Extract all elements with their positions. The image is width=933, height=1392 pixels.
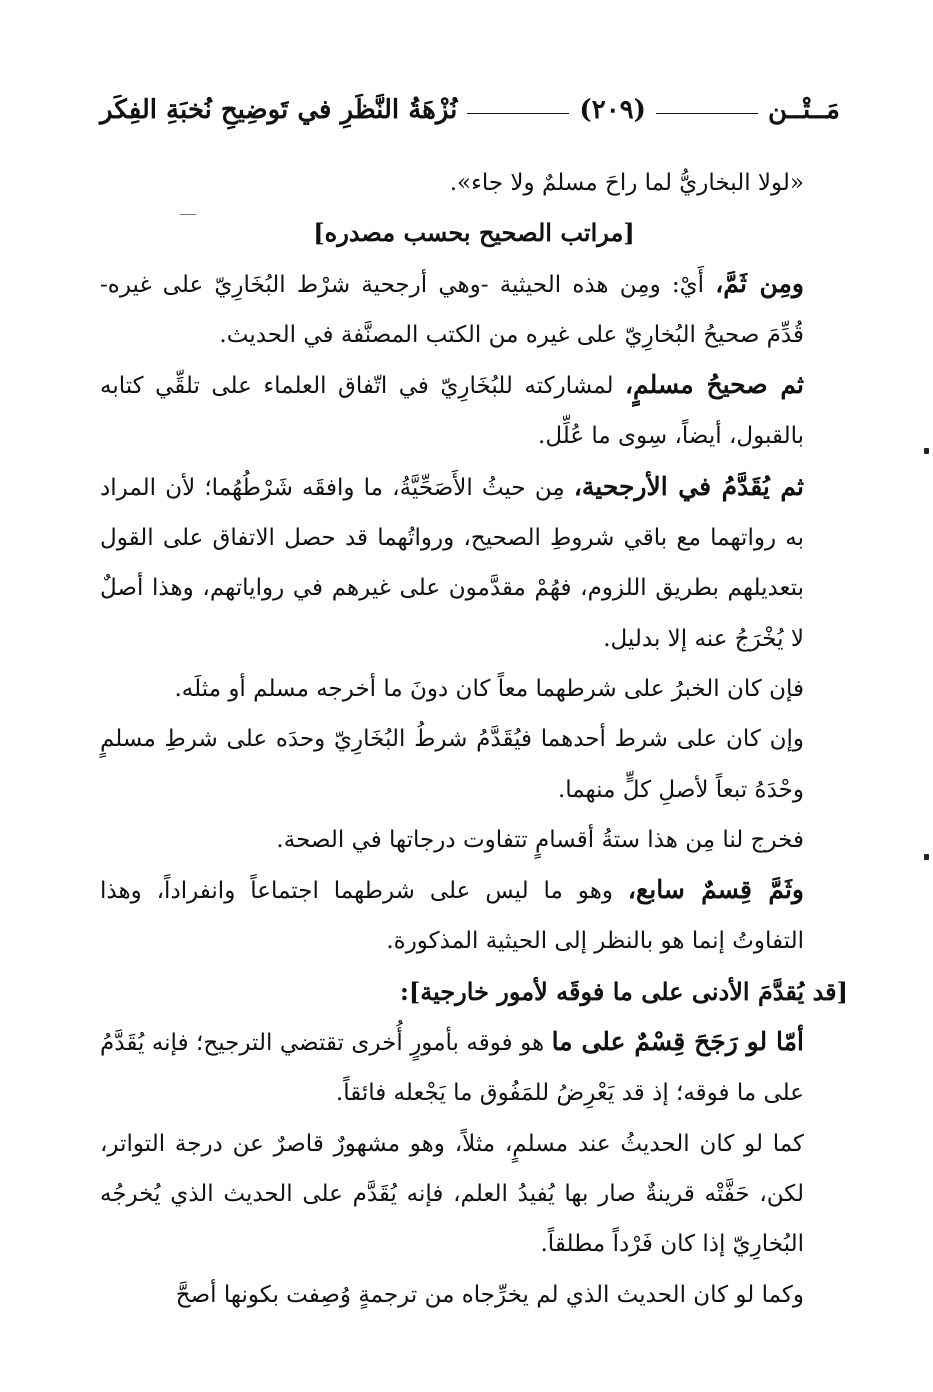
paragraph <box>100 1017 848 1119</box>
section-heading-external-reasons: [قد يُقدَّمَ الأدنى على ما فوقَه لأمور خارجية]: <box>400 976 848 1006</box>
body-text <box>100 158 848 1320</box>
paragraph <box>100 259 848 361</box>
page-header <box>100 86 840 134</box>
paragraph: فإن كان الخبرُ على شرطهما معاً كان دونَ ما أخرجه مسلم أو مثلَه. <box>174 675 804 702</box>
lead-phrase: وثَمَّ قِسمٌ سابع، <box>627 875 804 905</box>
lead-phrase: أمّا لو رَجَحَ قِسْمٌ على ما <box>551 1027 804 1057</box>
paragraph-text: أَيْ: ومِن هذه الحيثية -وهي أرجحية شرْط البُخَارِيّ على غيره- قُدِّمَ صحيحُ البُخارِيّ على غيره من الكتب المصنَّفة في الحديث. <box>100 271 804 348</box>
paragraph: كما لو كان الحديثُ عند مسلمٍ، مثلاً، وهو مشهورٌ قاصرٌ عن درجة التواتر، لكن، حَفَّتْه قرينةٌ صار بها يُفيدُ العلم، فإنه يُقَدَّم على الحديث الذي يُخرجُه البُخارِيّ إذا كان فَرْداً مطلقاً. <box>100 1130 804 1258</box>
book-title: نُزْهَةُ النَّظَرِ في تَوضِيحِ نُخبَةِ الفِكَر <box>99 95 458 125</box>
paragraph <box>100 865 848 967</box>
header-rule-left <box>467 113 569 114</box>
paragraph: وإن كان على شرط أحدهما فيُقَدَّمُ شرطُ البُخَارِيّ وحدَه على شرطِ مسلمٍ وحْدَهُ تبعاً لأصلِ كلٍّ منهما. <box>100 726 804 803</box>
paragraph: فخرج لنا مِن هذا ستةُ أقسامٍ تتفاوت درجاتها في الصحة. <box>276 826 804 853</box>
paragraph-text: وهو ما ليس على شرطهما اجتماعاً وانفراداً، وهذا التفاوتُ إنما هو بالنظر إلى الحيثية المذكورة. <box>100 878 804 955</box>
paragraph-text: لمشاركته للبُخَارِيّ في اتّفاق العلماء على تلقِّي كتابه بالقبول، أيضاً، سِوى ما عُلِّل. <box>100 373 804 450</box>
paragraph-text: مِن حيثُ الأَصَحِّيَّةُ، ما وافقَه شَرْطُهُما؛ لأن المراد به رواتهما مع باقي شروطِ الصحيح، ورواتُهما قد حصل الاتفاق على القول بتعديلهم بطريق اللزوم، فهُمْ مقدَّمون على غيرهم في رواياتهم، وهذا أصلٌ لا يُخْرَجُ عنه إلا بدليل. <box>100 474 804 652</box>
header-section-label: مَــتْــن <box>767 95 840 125</box>
paragraph-text: هو فوقه بأمورٍ أُخرى تقتضي الترجيح؛ فإنه يُقَدَّمُ على ما فوقه؛ إذ قد يَعْرِضُ للمَفُوق ما يَجْعله فائقاً. <box>100 1030 804 1107</box>
margin-mark <box>924 854 929 860</box>
paragraph <box>100 462 848 664</box>
lead-phrase: ثم صحيحُ مسلمٍ، <box>624 370 804 400</box>
margin-mark <box>924 448 929 454</box>
page-number: (٢٠٩) <box>579 95 646 125</box>
header-rule-right <box>656 113 758 114</box>
quote-line: «لولا البخاريُّ لما راحَ مسلمٌ ولا جاء». <box>449 170 804 196</box>
lead-phrase: ثم يُقَدَّمُ في الأرجحية، <box>573 471 804 501</box>
lead-phrase: ومِن ثَمَّ، <box>715 268 804 298</box>
paragraph <box>100 360 848 462</box>
paragraph: وكما لو كان الحديث الذي لم يخرِّجاه من ترجمةٍ وُصِفت بكونها أصحَّ <box>175 1281 804 1308</box>
section-heading-ranks: [مراتب الصحيح بحسب مصدره] <box>313 218 635 248</box>
